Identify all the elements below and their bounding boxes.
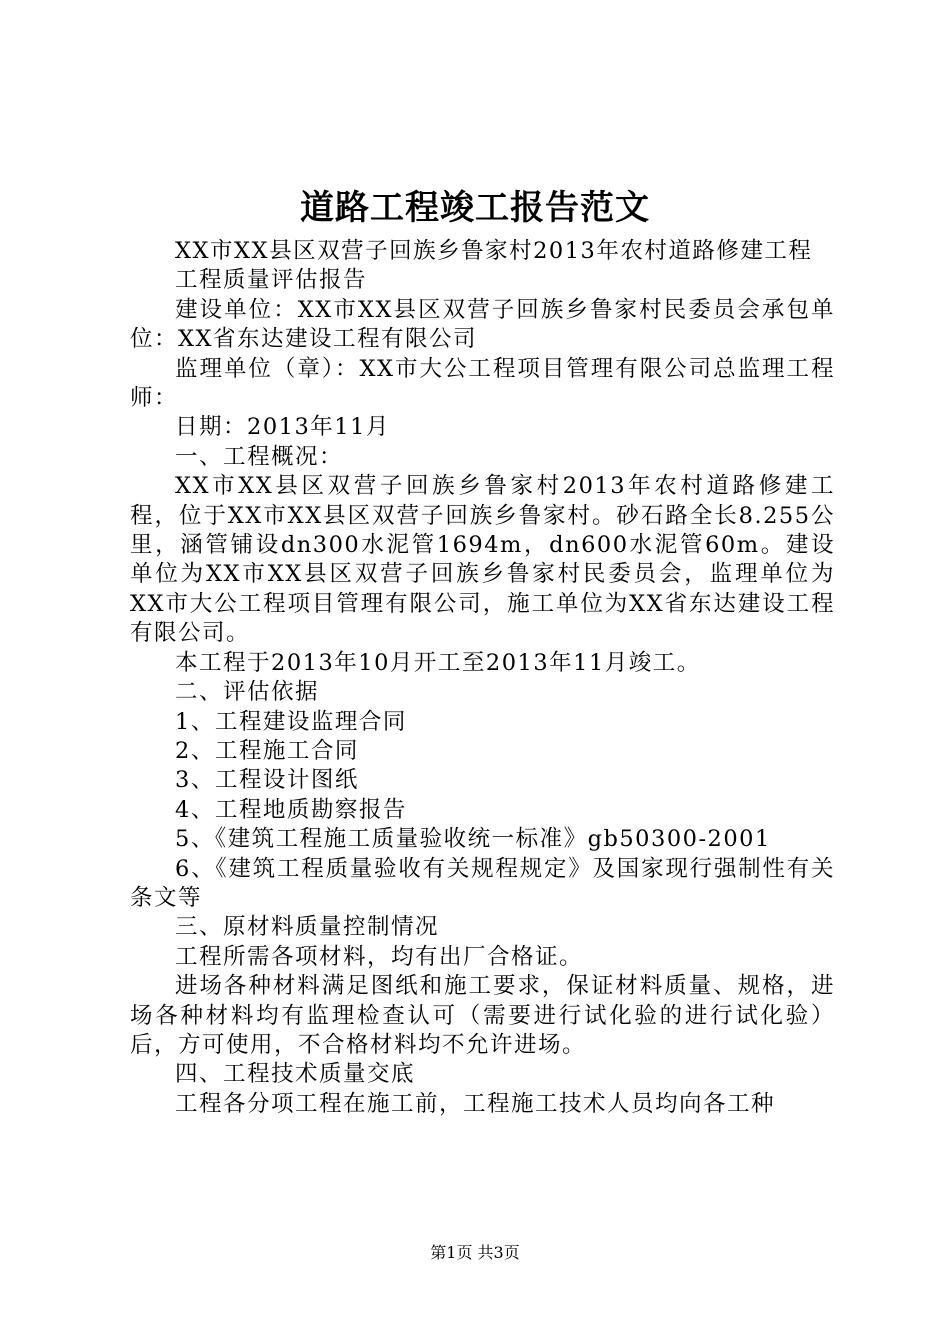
- list-item-basis-2: 2、工程施工合同: [175, 737, 359, 764]
- list-item-basis-6: 6、《建筑工程质量验收有关规程规定》及国家现行强制性有关条文等: [130, 855, 835, 911]
- paragraph-project-name: XX市XX县区双营子回族乡鲁家村2013年农村道路修建工程: [175, 238, 813, 264]
- section-heading-technical-briefing: 四、工程技术质量交底: [175, 1061, 416, 1088]
- paragraph-materials-inspection: 进场各种材料满足图纸和施工要求，保证材料质量、规格，进场各种材料均有监理检查认可（需要进行试化验的进行试化验）后，方可使用，不合格材料均不允许进场。: [130, 973, 835, 1058]
- section-heading-basis: 二、评估依据: [175, 679, 320, 706]
- paragraph-materials-certificates: 工程所需各项材料，均有出厂合格证。: [175, 943, 584, 970]
- page-number-footer: 第1页 共3页: [430, 1243, 520, 1262]
- paragraph-supervision-unit: 监理单位（章）：XX市大公工程项目管理有限公司总监理工程师：: [130, 355, 835, 412]
- section-heading-overview: 一、工程概况：: [175, 443, 344, 470]
- list-item-basis-3: 3、工程设计图纸: [175, 767, 359, 794]
- paragraph-schedule: 本工程于2013年10月开工至2013年11月竣工。: [175, 649, 701, 676]
- paragraph-report-name: 工程质量评估报告: [175, 267, 368, 294]
- list-item-basis-1: 1、工程建设监理合同: [175, 708, 407, 735]
- paragraph-date: 日期：2013年11月: [175, 414, 390, 441]
- paragraph-overview: XX市XX县区双营子回族乡鲁家村2013年农村道路修建工程，位于XX市XX县区双营子回族乡鲁家村。砂石路全长8.255公里，涵管铺设dn300水泥管1694m，dn600水泥管60m。建设单位为XX市XX县区双营子回族乡鲁家村民委员会，监理单位为XX市大公工程项目管理有限公司，施工单位为XX省东达建设工程有限公司。: [130, 473, 835, 647]
- section-heading-materials: 三、原材料质量控制情况: [175, 914, 440, 941]
- paragraph-technical-briefing: 工程各分项工程在施工前，工程施工技术人员均向各工种: [175, 1090, 776, 1117]
- list-item-basis-5: 5、《建筑工程施工质量验收统一标准》gb50300-2001: [175, 826, 771, 853]
- document-title: 道路工程竣工报告范文: [300, 188, 650, 228]
- list-item-basis-4: 4、工程地质勘察报告: [175, 796, 407, 823]
- document-body: [130, 237, 835, 1119]
- paragraph-construction-unit: 建设单位：XX市XX县区双营子回族乡鲁家村民委员会承包单位：XX省东达建设工程有限公司: [130, 296, 835, 353]
